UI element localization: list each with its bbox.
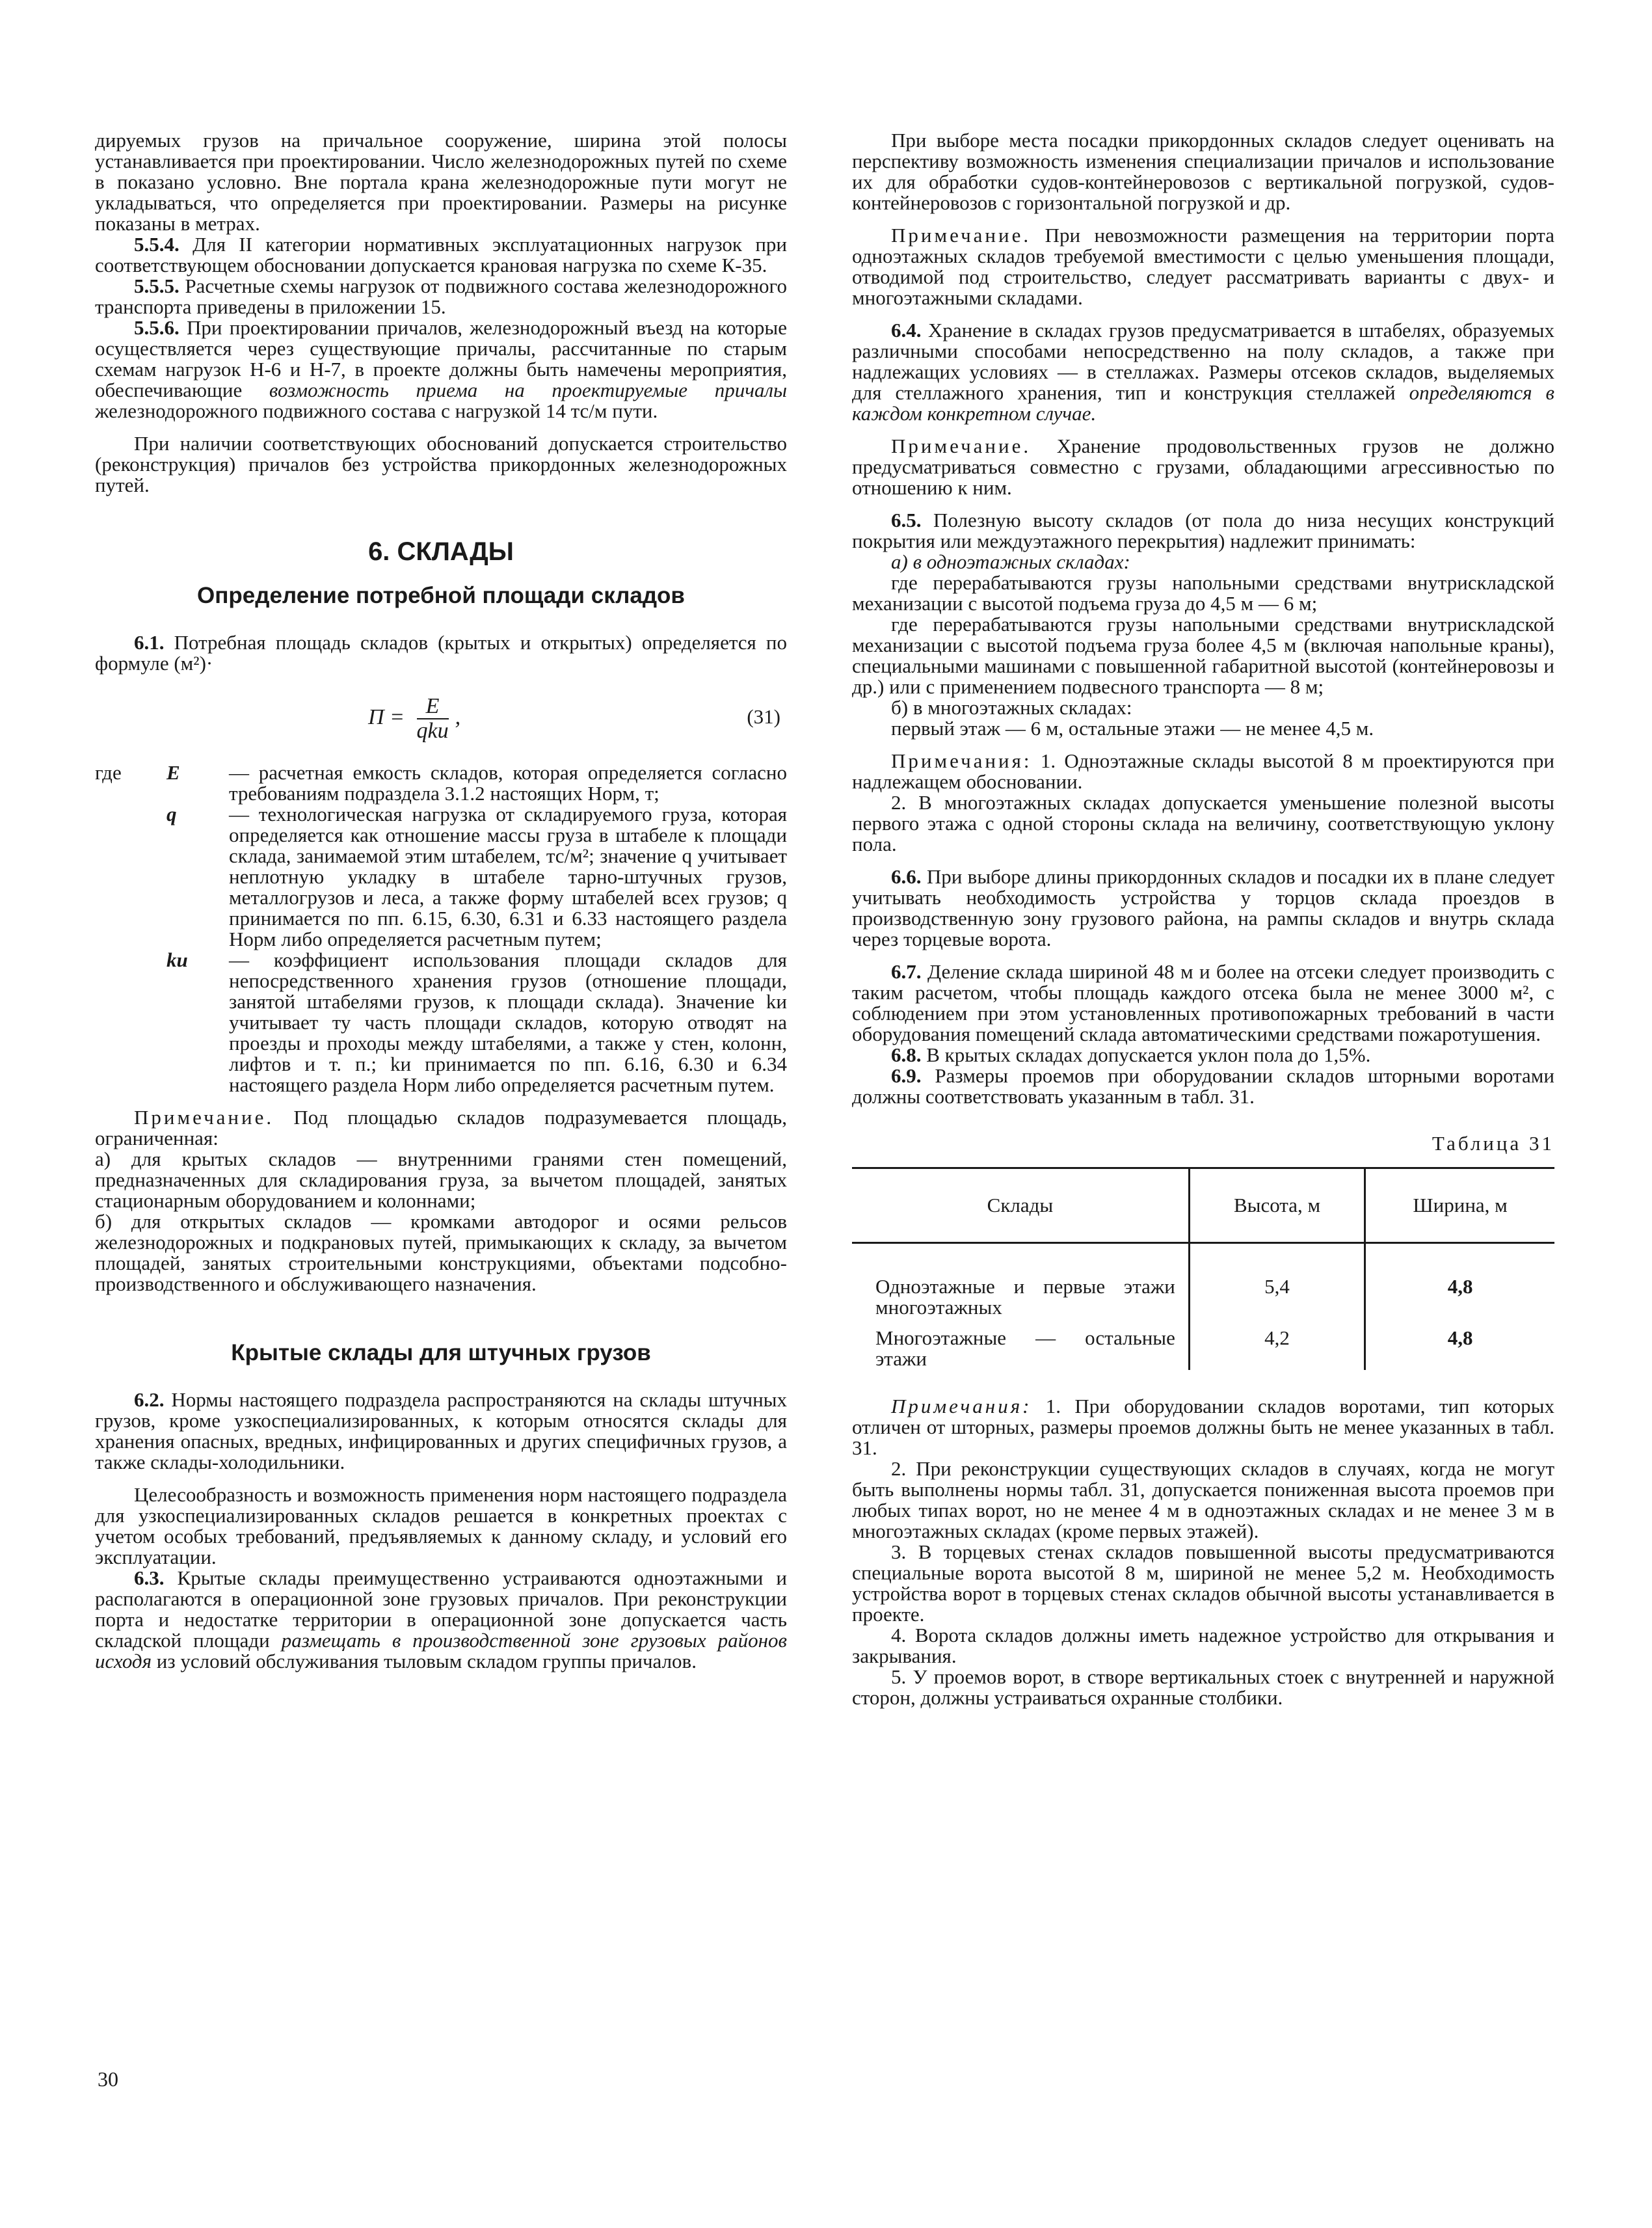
definition-text: — расчетная емкость складов, которая определяется согласно требованиям подраздела 3.1.2 настоящих Норм, т; (229, 761, 787, 805)
clause-number: 5.5.6. (134, 316, 180, 339)
paragraph-6-7 (852, 961, 1554, 1045)
table-header-cell: Ширина, м (1365, 1168, 1554, 1243)
paragraph-6-5a1: где перерабатываются грузы напольными средствами внутрискладской механизации с высотой подъема груза до 4,5 м — 6 м; (852, 571, 1554, 615)
formula-tail: , (455, 705, 461, 729)
paragraph-intro: дируемых грузов на причальное сооружение, ширина этой полосы устанавливается при проектировании. Число железнодорожных путей по схеме в показано условно. Вне портала крана железнодорожные пути могут не укладываться, что определяется при проектировании. Размеры на рисунке показаны в метрах. (95, 129, 787, 235)
right-column (852, 130, 1554, 1708)
paragraph-6-1 (95, 632, 787, 674)
formula-31 (95, 688, 787, 747)
notes-doors-2: 2. При реконструкции существующих складов в случаях, когда не могут быть выполнены нормы табл. 31, допускается пониженная высота проемов при любых типах ворот, но не менее 4 м в одноэтажных складах и не менее 3 м в многоэтажных складах (кроме первых этажей). (852, 1457, 1554, 1542)
clause-text: Деление склада шириной 48 м и более на отсеки следует производить с таким расчетом, чтобы площадь каждого отсека была не менее 3000 м², с соблюдением при этом установленных противопожарных требований в части оборудования помещений склада автоматическими средствами пожаротушения. (852, 960, 1554, 1045)
paragraph-5-5-5 (95, 276, 787, 317)
note-text: При невозможности размещения на территории порта одноэтажных складов требуемой вместимости с целью уменьшения площади, отводимой под строительство, следует рассматривать варианты с двух- и многоэтажными складами. (852, 224, 1554, 309)
definition-item (95, 762, 787, 804)
section-title: 6. СКЛАДЫ (368, 537, 514, 566)
subsection-title-area: Определение потребной площади складов (197, 583, 685, 608)
table-cell: 4,2 (1189, 1319, 1365, 1370)
table-header-cell: Склады (852, 1168, 1189, 1243)
clause-text: При проектировании причалов, железнодорожный въезд на которые осуществляется через существующие причалы, рассчитанные по старым схемам нагрузок Н-6 и Н-7, в проекте должны быть намечены мероприятия, обеспечивающие (95, 316, 787, 401)
clause-text: Крытые склады преимущественно устраиваются одноэтажными и располагаются в операционной зоне грузовых причалов. При реконструкции порта и недостатке территории в операционной зоне допускается часть складской площади (95, 1566, 787, 1652)
clause-number: 6.7. (891, 960, 922, 983)
paragraph-6-4 (852, 320, 1554, 424)
clause-number: 6.4. (891, 319, 922, 342)
clause-text: Полезную высоту складов (от пола до низа несущих конструкций покрытия или междуэтажного перекрытия) надлежит принимать: (852, 509, 1554, 552)
note-area (95, 1107, 787, 1149)
definition-text: — коэффициент использования площади складов для непосредственного хранения грузов (отношение площади, занятой штабелями грузов, к площади склада). Значение kи учитывает ту часть площади складов, которую отводят на проезды и проходы между штабелями, а также у стен, колонн, лифтов и т. п.; kи принимается по пп. 6.16, 6.30 и 6.34 настоящего раздела Норм либо определяется расчетным путем. (229, 948, 787, 1096)
paragraph-6-2b: Целесообразность и возможность применения норм настоящего подраздела для узкоспециализированных складов решается в конкретных проектах с учетом особых требований, предъявляемых к данному складу, и условий его эксплуатации. (95, 1483, 787, 1568)
paragraph-6-5a: а) в одноэтажных складах: (891, 550, 1130, 573)
clause-number: 6.9. (891, 1064, 922, 1087)
table-31 (852, 1167, 1554, 1370)
note-label: Примечание. (891, 224, 1032, 247)
definition-item (95, 950, 787, 1095)
notes-doors-4: 4. Ворота складов должны иметь надежное устройство для открывания и закрывания. (852, 1624, 1554, 1667)
definition-where: где (95, 761, 122, 784)
paragraph-6-2 (95, 1389, 787, 1473)
notes-doors-5: 5. У проемов ворот, в створе вертикальных стоек с внутренней и наружной сторон, должны устраиваться охранные столбики. (852, 1665, 1554, 1709)
paragraph-6-5b: б) в многоэтажных складах: (891, 696, 1132, 719)
note-label: Примечания: (891, 749, 1032, 772)
table-row (852, 1319, 1554, 1370)
page-number: 30 (98, 2067, 118, 2091)
table-cell: 5,4 (1189, 1243, 1365, 1319)
definition-symbol: q (167, 803, 177, 825)
paragraph-6-5 (852, 510, 1554, 552)
definition-text: — технологическая нагрузка от складируемого груза, которая определяется как отношение массы груза в штабеле к площади склада, занимаемой этим штабелем, тс/м²; значение q учитывает неплотную укладку в штабеле тарно-штучных грузов, металлогрузов и леса, а также форму штабелей всех грузов; q принимается по пп. 6.15, 6.30, 6.31 и 6.33 настоящего раздела Норм либо определяется расчетным путем; (229, 803, 787, 950)
notes-doors (852, 1396, 1554, 1458)
clause-number: 6.3. (134, 1566, 165, 1589)
definition-symbol: kи (167, 948, 188, 971)
paragraph-6-8 (852, 1045, 1554, 1066)
paragraph-6-5a2: где перерабатываются грузы напольными средствами внутрискладской механизации с высотой подъема груза более 4,5 м (включая напольные краны), специальными машинами с повышенной габаритной высотой (контейнеровозы и др.) или с применением подвесного транспорта — 8 м; (852, 613, 1554, 698)
note-one-storey (852, 225, 1554, 308)
clause-text-tail: железнодорожного подвижного состава с нагрузкой 14 тс/м пути. (95, 399, 658, 422)
paragraph-location: При выборе места посадки прикордонных складов следует оценивать на перспективу возможность изменения специализации причалов и использование их для обработки судов-контейнеровозов с вертикальной погрузкой, судов-контейнеровозов с горизонтальной погрузкой и др. (852, 129, 1554, 214)
note-text: Под площадью складов подразумевается площадь, ограниченная: (95, 1106, 787, 1149)
paragraph-5-5-6 (95, 317, 787, 422)
clause-number: 6.5. (891, 509, 922, 531)
definition-list (95, 762, 787, 1095)
paragraph-6-6 (852, 866, 1554, 950)
formula-numerator: E (417, 695, 449, 719)
clause-number: 6.8. (891, 1043, 922, 1066)
clause-text: В крытых складах допускается уклон пола до 1,5%. (921, 1043, 1371, 1066)
clause-text: Нормы настоящего подраздела распространяются на склады штучных грузов, кроме узкоспециализированных, к которым относятся склады для хранения опасных, вредных, инфицированных и других специфичных грузов, а также склады-холодильники. (95, 1388, 787, 1473)
table-header-row (852, 1168, 1554, 1243)
paragraph-6-3 (95, 1568, 787, 1672)
clause-text: Потребная площадь складов (крытых и открытых) определяется по формуле (м²)· (95, 631, 787, 675)
paragraph-5-5-4 (95, 234, 787, 276)
clause-text: При выборе длины прикордонных складов и посадки их в плане следует учитывать необходимость устройства у торцов склада проездов в производственную зону грузового района, на рампы складов и внутрь склада через торцевые ворота. (852, 865, 1554, 950)
paragraph-6-9 (852, 1066, 1554, 1107)
note-item-a: а) для крытых складов — внутренними гранями стен помещений, предназначенных для складирования груза, за вычетом площадей, занятых стационарным оборудованием и колоннами; (95, 1148, 787, 1212)
formula-lhs: П = (368, 705, 405, 729)
definition-item (95, 804, 787, 950)
note-text: Хранение продовольственных грузов не должно предусматриваться совместно с грузами, обладающими агрессивностью по отношению к ним. (852, 435, 1554, 499)
clause-text: Размеры проемов при оборудовании складов шторными воротами должны соответствовать указанным в табл. 31. (852, 1064, 1554, 1108)
note-text: 1. При оборудовании складов воротами, тип которых отличен от шторных, размеры проемов должны быть не менее указанных в табл. 31. (852, 1395, 1554, 1459)
notes-height-2: 2. В многоэтажных складах допускается уменьшение полезной высоты первого этажа с одной стороны склада на величину, соответствующую уклону пола. (852, 791, 1554, 855)
definition-symbol: E (167, 761, 180, 784)
clause-text: Хранение в складах грузов предусматривается в штабелях, образуемых различными способами непосредственно на полу складов, а также при надлежащих условиях — в стеллажах. Размеры отсеков складов, выделяемых для стеллажного хранения, тип и конструкция стеллажей (852, 319, 1554, 404)
clause-text: Расчетные схемы нагрузок от подвижного состава железнодорожного транспорта приведены в приложении 15. (95, 275, 787, 318)
clause-number: 6.1. (134, 631, 165, 654)
clause-number: 5.5.4. (134, 233, 180, 256)
clause-italic: определяются в каждом конкретном случае. (852, 381, 1554, 425)
clause-number: 6.6. (891, 865, 922, 888)
formula-fraction (417, 695, 449, 743)
table-cell: 4,8 (1365, 1243, 1554, 1319)
subsection-title-covered: Крытые склады для штучных грузов (231, 1340, 651, 1365)
note-label: Примечание. (891, 435, 1032, 457)
clause-number: 5.5.5. (134, 275, 180, 297)
note-text: 1. Одноэтажные склады высотой 8 м проектируются при надлежащем обосновании. (852, 749, 1554, 793)
notes-doors-3: 3. В торцевых стенах складов повышенной высоты предусматриваются специальные ворота высотой 8 м, шириной не менее 5,2 м. Необходимость устройства ворот в торцевых стенах складов обычной высоты устанавливается в проекте. (852, 1540, 1554, 1626)
clause-italic: размещать в производственной зоне грузовых районов исходя (95, 1629, 787, 1672)
clause-text: Для II категории нормативных эксплуатационных нагрузок при соответствующем обосновании допускается крановая нагрузка по схеме К-35. (95, 233, 787, 276)
note-item-b: б) для открытых складов — кромками автодорог и осями рельсов железнодорожных и подкрановых путей, примыкающих к складу, за вычетом площадей, занятых строительными конструкциями, объектами подсобно-производственного и обслуживающего назначения. (95, 1210, 787, 1295)
clause-number: 6.2. (134, 1388, 165, 1411)
note-food-cargo (852, 436, 1554, 498)
formula-denominator: qkи (416, 719, 449, 743)
notes-height (852, 751, 1554, 792)
clause-text-tail: из условий обслуживания тыловым складом группы причалов. (152, 1650, 697, 1672)
table-header-cell: Высота, м (1189, 1168, 1365, 1243)
table-cell: 4,8 (1365, 1319, 1554, 1370)
table-cell: Многоэтажные — остальные этажи (875, 1326, 1175, 1370)
note-label: Примечание. (134, 1106, 274, 1129)
paragraph-5-5-7: При наличии соответствующих обоснований допускается строительство (реконструкция) причалов без устройства прикордонных железнодорожных путей. (95, 432, 787, 496)
table-cell: Одноэтажные и первые этажи многоэтажных (875, 1275, 1175, 1319)
paragraph-6-5b1: первый этаж — 6 м, остальные этажи — не менее 4,5 м. (891, 717, 1374, 740)
table-title: Таблица 31 (1432, 1132, 1554, 1155)
table-row (852, 1243, 1554, 1319)
clause-italic: возможность приема на проектируемые причалы (269, 379, 787, 401)
left-column (95, 130, 787, 1672)
equation-number: (31) (747, 705, 780, 728)
formula-expression (368, 695, 460, 743)
note-label: Примечания: (891, 1395, 1032, 1417)
